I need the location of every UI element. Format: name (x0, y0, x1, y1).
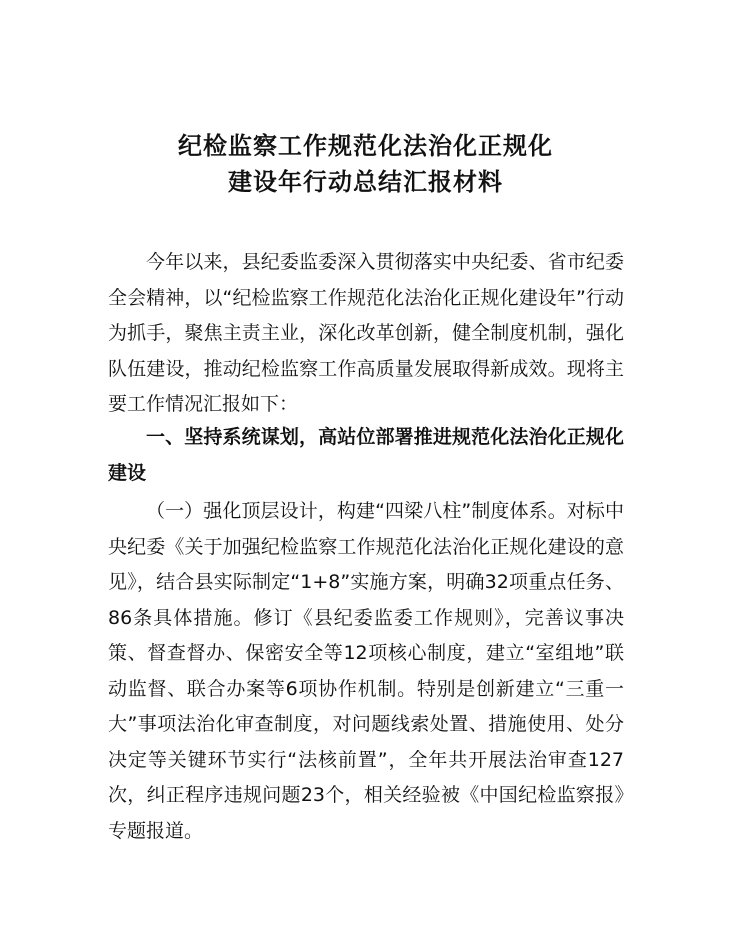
section-heading-1: 一、坚持系统谋划，高站位部署推进规范化法治化正规化建设 (108, 426, 624, 484)
intro-paragraph: 今年以来，县纪委监委深入贯彻落实中央纪委、省市纪委全会精神，以“纪检监察工作规范化法治化正规化建设年”行动为抓手，聚焦主责主业，深化改革创新，健全制度机制，强化队伍建设，推动纪检监察工作高质量发展取得新成效。现将主要工作情况汇报如下： (108, 251, 624, 415)
document-title-line-1: 纪检监察工作规范化法治化正规化 (178, 132, 553, 160)
document-title-line-2: 建设年行动总结汇报材料 (228, 168, 503, 196)
section-1-1-paragraph: （一）强化顶层设计，构建“四梁八柱”制度体系。对标中央纪委《关于加强纪检监察工作规范化法治化正规化建设的意见》，结合县实际制定“1+8”实施方案，明确32项重点任务、86条具体措施。修订《县纪委监委工作规则》，完善议事决策、督查督办、保密安全等12项核心制度，建立“室组地”联动监督、联合办案等6项协作机制。特别是创新建立“三重一大”事项法治化审查制度，对问题线索处置、措施使用、处分决定等关键环节实行“法核前置”，全年共开展法治审查127次，纠正程序违规问题23个，相关经验被《中国纪检监察报》专题报道。 (108, 500, 624, 842)
